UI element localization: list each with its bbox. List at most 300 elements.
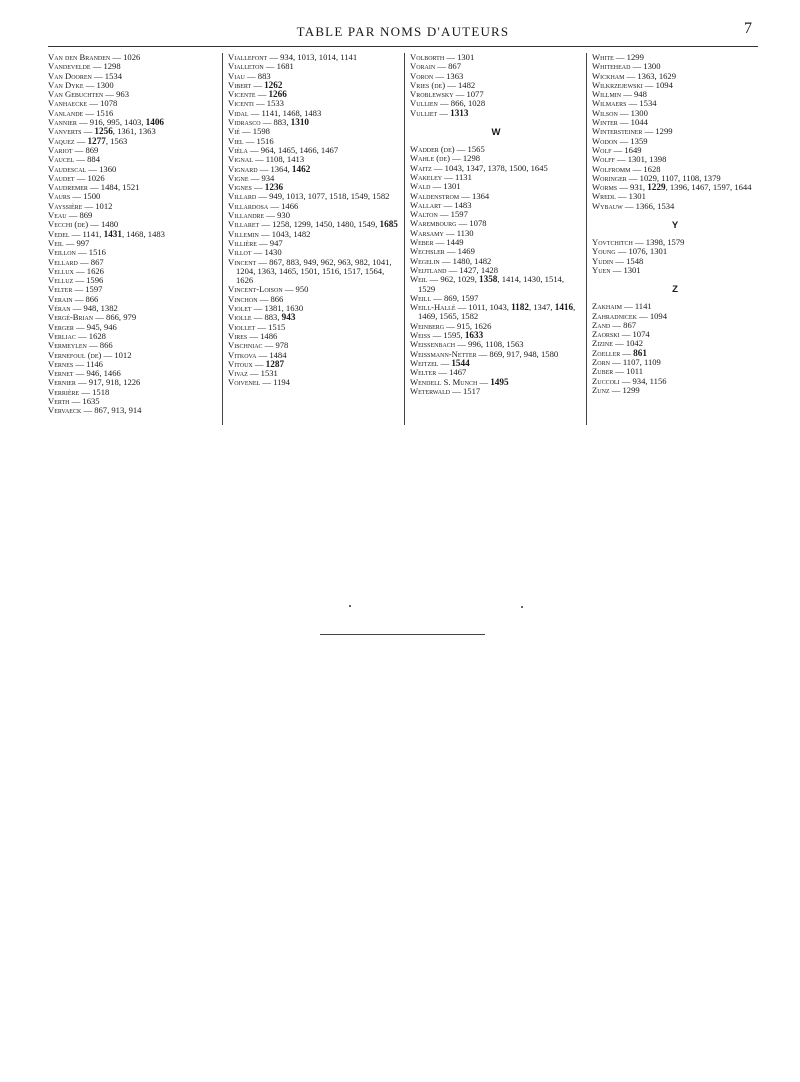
author-name: Vernet [48, 368, 74, 379]
page-refs: — [438, 357, 452, 368]
author-name: Villandre [228, 210, 265, 221]
author-name: Van Dooren [48, 70, 92, 81]
author-name: Vernier [48, 377, 76, 388]
author-name: Vigne [228, 172, 249, 183]
author-name: Vaudescal [48, 163, 87, 174]
author-name: Zuccoli [592, 375, 620, 386]
page-ref-bold: 1544 [451, 357, 470, 368]
page-refs: — 1427, 1428 [446, 264, 499, 275]
page-refs: — 1078 [456, 218, 487, 229]
column-divider [404, 53, 405, 425]
author-name: Vischniac [228, 340, 263, 351]
author-name: Vivaz [228, 368, 248, 379]
author-name: Van den Branden [48, 53, 111, 62]
page-refs: — 1480 [88, 219, 119, 230]
author-name: Warembourg [410, 218, 457, 229]
page-refs: — 1108, 1413 [252, 154, 305, 165]
page-refs: — 1483 [441, 199, 472, 210]
author-name: Whitehead [592, 61, 631, 72]
author-name: Vibert [228, 79, 252, 90]
column-divider [586, 53, 587, 425]
author-name: Vires [228, 330, 248, 341]
page-refs: — 869, 917, 948, 1580 [476, 348, 559, 359]
author-name: Weitzel [410, 357, 439, 368]
author-name: Vignes [228, 182, 252, 193]
page-refs: , 1361, 1363 [112, 126, 156, 137]
page-ref-bold: 1287 [265, 358, 285, 369]
page-refs: — [437, 107, 451, 118]
page-header [48, 20, 758, 46]
page-refs: — 1301 [615, 191, 646, 202]
page-refs: — [620, 347, 634, 358]
author-name: Vié [228, 126, 240, 137]
page-refs: — 867, 913, 914 [81, 405, 142, 416]
author-name: Weijtland [410, 264, 447, 275]
page-refs: — 915, 1626 [444, 320, 492, 331]
page-refs: — 1026 [110, 53, 141, 62]
page-refs: , 1414, 1430, 1514, 1529 [418, 274, 564, 294]
author-name: Vicente [228, 89, 256, 100]
page-refs: — 916, 995, 1403, [76, 117, 146, 128]
author-name: Verrière [48, 386, 80, 397]
page-refs: — 1482 [445, 79, 476, 90]
page-refs: — 866 [72, 293, 99, 304]
index-entry [592, 266, 758, 275]
page-refs: , 1468, 1483 [121, 228, 165, 239]
page-refs: — 1466 [268, 200, 299, 211]
author-name: Viel [228, 135, 244, 146]
author-name: Vellux [48, 265, 74, 276]
author-name: Young [592, 246, 616, 257]
page-refs: — 1430 [251, 247, 282, 258]
index-column-1 [48, 53, 218, 425]
page-refs: — 1044 [617, 117, 648, 128]
page-refs: — 945, 946 [73, 321, 117, 332]
author-name: Wolf [592, 144, 612, 155]
bottom-rule [320, 634, 485, 635]
author-name: Vergé-Brian [48, 312, 94, 323]
author-name: Zorn [592, 357, 610, 368]
index-entry [48, 406, 218, 415]
author-name: Walton [410, 209, 438, 220]
page-refs: — 883, [260, 117, 291, 128]
page-ref-bold: 1633 [464, 330, 484, 341]
page-refs: — 1300 [630, 61, 661, 72]
author-name: Violle [228, 312, 252, 323]
page-refs: — 934, 1013, 1014, 1141 [267, 53, 358, 62]
author-name: Voivenel [228, 377, 261, 388]
author-name: Zahradnicek [592, 310, 637, 321]
page-refs: — 1628 [630, 163, 661, 174]
page-refs: — 869, 1597 [431, 292, 479, 303]
author-name: Wald [410, 181, 431, 192]
author-name: Zoeller [592, 347, 621, 358]
page-refs: — 947 [256, 237, 283, 248]
page-ref-bold: 1462 [291, 163, 311, 174]
author-name: Viollet [228, 321, 256, 332]
page-refs: — 1011, 1043, [455, 302, 512, 313]
author-name: Vandevelde [48, 61, 91, 72]
page-refs: — 1301 [610, 264, 641, 275]
author-name: Wolfromm [592, 163, 631, 174]
author-name: Zizine [592, 338, 613, 349]
author-name: Zakhaim [592, 301, 622, 312]
index-entry [592, 202, 758, 211]
author-name: Veil [48, 237, 64, 248]
author-name: Yuen [592, 264, 611, 275]
author-name: Viau [228, 70, 245, 81]
section-spacer [410, 118, 582, 127]
page-refs: — 1518 [79, 386, 110, 397]
page-refs: — 1364, [257, 163, 292, 174]
page-refs: — 1533 [253, 98, 284, 109]
author-name: Weterwald [410, 385, 451, 396]
index-column-2 [228, 53, 400, 425]
page-refs: — 866, 979 [93, 312, 137, 323]
author-name: Volborth [410, 53, 445, 62]
page-refs: — 1299 [642, 126, 673, 137]
author-name: Zunz [592, 384, 610, 395]
page-refs: — 930 [264, 210, 290, 221]
page-refs: , 1347, [528, 302, 555, 313]
page-ref-bold: 861 [633, 347, 647, 358]
page-refs: — 1012 [82, 200, 113, 211]
author-name: Viallefont [228, 53, 268, 62]
page-refs: — 1681 [263, 61, 294, 72]
page-refs: — 978 [262, 340, 289, 351]
author-name: Verger [48, 321, 74, 332]
author-name: Weill [410, 292, 432, 303]
author-name: Villemin [228, 228, 259, 239]
author-name: Vialleton [228, 61, 264, 72]
author-name: Vaquez [48, 135, 75, 146]
page-refs: — 934 [248, 172, 275, 183]
page-title: TABLE PAR NOMS D'AUTEURS [296, 24, 510, 39]
page-refs: — 1565 [454, 144, 485, 155]
author-name: Wahle (de) [410, 153, 450, 164]
author-name: Weissenbach [410, 339, 456, 350]
page-ref-bold: 1236 [264, 182, 284, 193]
author-name: Villardosa [228, 200, 269, 211]
author-name: Worms [592, 182, 618, 193]
index-entry [410, 109, 582, 118]
page-refs: — 1298 [90, 61, 121, 72]
page-refs: — 1363, 1629 [624, 70, 677, 81]
page-refs: — 948 [621, 89, 647, 100]
author-name: Weill-Hallé [410, 302, 456, 313]
author-name: Villard [228, 191, 257, 202]
page-refs: — 869 [66, 210, 93, 221]
page-refs: — 1094 [642, 79, 673, 90]
author-name: Vermeylen [48, 340, 87, 351]
author-name: Wechsler [410, 246, 445, 257]
page-refs: — [252, 358, 266, 369]
page-refs: — 1026 [74, 172, 105, 183]
author-name: Vicenti [228, 98, 254, 109]
page-refs: — 1301, 1398 [614, 154, 667, 165]
author-name: Waitz [410, 162, 432, 173]
page-refs: — [255, 89, 269, 100]
page-refs: — 1043, 1347, 1378, 1500, 1645 [431, 162, 548, 173]
page-refs: — 1449 [433, 237, 464, 248]
section-letter: W [491, 127, 501, 139]
author-name: Zand [592, 319, 611, 330]
page-refs: — 1467 [436, 367, 467, 378]
page-refs: — [251, 79, 265, 90]
page-refs: — 1598 [239, 126, 270, 137]
page-refs: — 1398, 1579 [632, 237, 685, 248]
author-name: Vincent-Loison [228, 284, 283, 295]
author-name: Vernes [48, 358, 74, 369]
page-refs: — 869 [72, 144, 99, 155]
author-name: Vaudremer [48, 182, 88, 193]
author-name: Vitoux [228, 358, 253, 369]
page-refs: — 931, [617, 182, 648, 193]
page-ref-bold: 1416 [554, 302, 574, 313]
index-entry [228, 378, 400, 387]
page-refs: — 1141, 1468, 1483 [248, 107, 322, 118]
page-refs: — 1635 [69, 395, 100, 406]
print-speck [521, 606, 523, 608]
page-ref-bold: 1313 [450, 107, 469, 118]
author-name: Wendell S. Munch [410, 376, 478, 387]
author-name: Veau [48, 210, 67, 221]
page-refs: — 1299 [609, 384, 640, 395]
author-name: Villaret [228, 219, 260, 230]
page-ref-bold: 1229 [647, 182, 666, 193]
author-name: Vignard [228, 163, 258, 174]
page-refs: — 1298 [449, 153, 481, 164]
page-refs: — 866 [86, 340, 113, 351]
author-name: Woringer [592, 172, 627, 183]
author-name: Wilkrzejewski [592, 79, 643, 90]
page-refs: — 949, 1013, 1077, 1518, 1549, 1582 [256, 191, 390, 202]
author-name: Vidal [228, 107, 249, 118]
page-number: 7 [744, 20, 752, 37]
author-name: Variot [48, 144, 73, 155]
author-name: Vellard [48, 256, 78, 267]
page-refs: — 867, 883, 949, 962, 963, 982, 1041, 1204, 1363, 1465, 1501, 1516, 1517, 1564, 1626 [236, 256, 392, 286]
page-refs: — 1194 [260, 377, 290, 388]
page-refs: — 1131 [442, 171, 472, 182]
page-ref-bold: 1262 [264, 79, 283, 90]
author-name: Wybauw [592, 200, 623, 211]
page-refs: — [74, 135, 88, 146]
page-refs: — 1141, [69, 228, 104, 239]
index-entry [410, 303, 582, 322]
author-name: Verth [48, 395, 70, 406]
page-ref-bold: 1406 [145, 117, 164, 128]
author-name: Weissmann-Netter [410, 348, 477, 359]
page-refs: — 1078 [87, 98, 118, 109]
author-name: Vaucel [48, 154, 75, 165]
page-refs: — 1595, [430, 330, 465, 341]
page-refs: — 1517 [450, 385, 481, 396]
author-index [48, 53, 758, 425]
page-ref-bold: 1182 [511, 302, 529, 313]
page-refs: — 964, 1465, 1466, 1467 [247, 144, 339, 155]
page-refs: — 867 [77, 256, 104, 267]
author-name: Vayssière [48, 200, 83, 211]
page-refs: — 1484, 1521 [87, 182, 140, 193]
page-refs: — 1381, 1630 [251, 303, 304, 314]
page-refs: — [477, 376, 491, 387]
page-refs: — 1649 [611, 144, 642, 155]
author-name: Vorain [410, 61, 436, 72]
author-name: Vroblewsky [410, 89, 454, 100]
author-name: Villière [228, 237, 257, 248]
author-name: Vernefoul (de) [48, 349, 102, 360]
page-refs: — 1042 [612, 338, 643, 349]
page-refs: — 1469 [444, 246, 475, 257]
page-refs: , 1469, 1565, 1582 [418, 302, 576, 322]
page-refs: — 950 [282, 284, 309, 295]
page-ref-bold: 1266 [268, 89, 287, 100]
page-refs: — 946, 1466 [73, 368, 121, 379]
page-refs: — 1359 [617, 135, 648, 146]
author-name: Vaudet [48, 172, 75, 183]
page-refs: — 1043, 1482 [258, 228, 311, 239]
page-ref-bold: 1277 [87, 135, 106, 146]
page-refs: — 1534 [91, 70, 122, 81]
column-divider [222, 53, 223, 425]
author-name: Vries (de) [410, 79, 446, 90]
author-name: Wegelin [410, 255, 440, 266]
page-refs: — 867 [435, 61, 461, 72]
author-name: Vannier [48, 117, 77, 128]
page-refs: — 1258, 1299, 1450, 1480, 1549, [259, 219, 380, 230]
author-name: Vincent [228, 256, 257, 267]
author-name: Yovtchitch [592, 237, 633, 248]
page-refs: — 1531 [247, 368, 278, 379]
author-name: Wintersteiner [592, 126, 643, 137]
page-refs: — 934, 1156 [619, 375, 667, 386]
author-name: Wickham [592, 70, 625, 81]
page-refs: — 963 [103, 89, 130, 100]
page-refs: — 1486 [247, 330, 278, 341]
page-refs: , 1563 [105, 135, 128, 146]
author-name: Vinchon [228, 293, 258, 304]
author-name: Yudin [592, 255, 614, 266]
author-name: Wodon [592, 135, 618, 146]
author-name: Wolff [592, 154, 615, 165]
author-name: Vanhaecke [48, 98, 88, 109]
author-name: Wadder (de) [410, 144, 455, 155]
author-name: Zuber [592, 366, 614, 377]
page-refs: — 997 [63, 237, 90, 248]
page-refs: — 1074 [619, 329, 650, 340]
page-refs: — 1628 [75, 330, 106, 341]
index-entry [410, 387, 582, 396]
page-refs: — 1364 [459, 190, 490, 201]
author-name: Vulliet [410, 107, 438, 118]
page-refs: — 1516 [75, 247, 106, 258]
author-name: Weinberg [410, 320, 445, 331]
index-column-3 [410, 53, 582, 425]
page-refs: — 948, 1382 [70, 303, 118, 314]
author-name: White [592, 53, 614, 62]
page-refs: — 1076, 1301 [615, 246, 668, 257]
author-name: Vitkova [228, 349, 257, 360]
author-name: Wredl [592, 191, 616, 202]
page-refs: — 1363 [433, 70, 464, 81]
page-ref-bold: 1495 [490, 376, 509, 387]
author-name: Verain [48, 293, 73, 304]
index-column-4 [592, 53, 758, 425]
page-refs: — 1301 [430, 181, 461, 192]
page-refs: — 1029, 1107, 1108, 1379 [626, 172, 721, 183]
author-name: Vaurs [48, 191, 71, 202]
page-refs: — 1484 [256, 349, 287, 360]
page-refs: — 867 [610, 319, 637, 330]
page-refs: — 1300 [617, 107, 648, 118]
page-refs: — 1012 [101, 349, 132, 360]
index-entry [228, 258, 400, 286]
print-speck [349, 605, 351, 607]
page-refs: — 962, 1029, [427, 274, 480, 285]
section-letter: Y [671, 220, 679, 232]
author-name: Vanverts [48, 126, 82, 137]
author-name: Vedel [48, 228, 70, 239]
page-refs: — 866 [257, 293, 284, 304]
page-refs: — 1146 [73, 358, 103, 369]
index-entry [410, 275, 582, 294]
author-name: Vignal [228, 154, 253, 165]
author-name: Wallart [410, 199, 442, 210]
author-name: Waldenstrom [410, 190, 460, 201]
page-refs: — 1141 [621, 301, 652, 312]
page-refs: — 1596 [73, 275, 104, 286]
section-spacer [592, 275, 758, 284]
page-refs: , 1396, 1467, 1597, 1644 [665, 182, 752, 193]
author-name: Wilson [592, 107, 618, 118]
author-name: Vullien [410, 98, 438, 109]
page-ref-bold: 943 [281, 312, 296, 323]
section-spacer [592, 211, 758, 220]
page-refs: — [251, 182, 265, 193]
page-refs: — 1300 [83, 79, 114, 90]
page-refs: — 1366, 1534 [622, 200, 675, 211]
author-name: Van Dyke [48, 79, 84, 90]
page-refs: — 1360 [86, 163, 117, 174]
page-refs: — 1500 [70, 191, 101, 202]
author-name: Zaorski [592, 329, 620, 340]
page-refs: — 1626 [73, 265, 104, 276]
page-refs: — 883 [244, 70, 271, 81]
page-refs: — 1077 [453, 89, 484, 100]
page-refs: — 1094 [636, 310, 667, 321]
author-name: Wakeley [410, 171, 443, 182]
page-refs: — 1534 [626, 98, 657, 109]
author-name: Van Gebuchten [48, 89, 104, 100]
author-name: Winter [592, 117, 618, 128]
page-refs: — 866, 1028 [437, 98, 486, 109]
page-refs: — 1548 [613, 255, 644, 266]
author-name: Willmin [592, 89, 622, 100]
author-name: Verliac [48, 330, 76, 341]
author-name: Vidrasco [228, 117, 261, 128]
page-refs: — 1107, 1109 [609, 357, 661, 368]
page-refs: — 1011 [613, 366, 644, 377]
page-refs: — 1299 [613, 53, 644, 62]
author-name: Weber [410, 237, 434, 248]
page-refs: — 1515 [255, 321, 286, 332]
author-name: Weiss [410, 330, 431, 341]
page-ref-bold: 1431 [103, 228, 122, 239]
page-ref-bold: 1685 [379, 219, 398, 230]
page-ref-bold: 1310 [290, 117, 309, 128]
page-refs: — 996, 1108, 1563 [455, 339, 524, 350]
